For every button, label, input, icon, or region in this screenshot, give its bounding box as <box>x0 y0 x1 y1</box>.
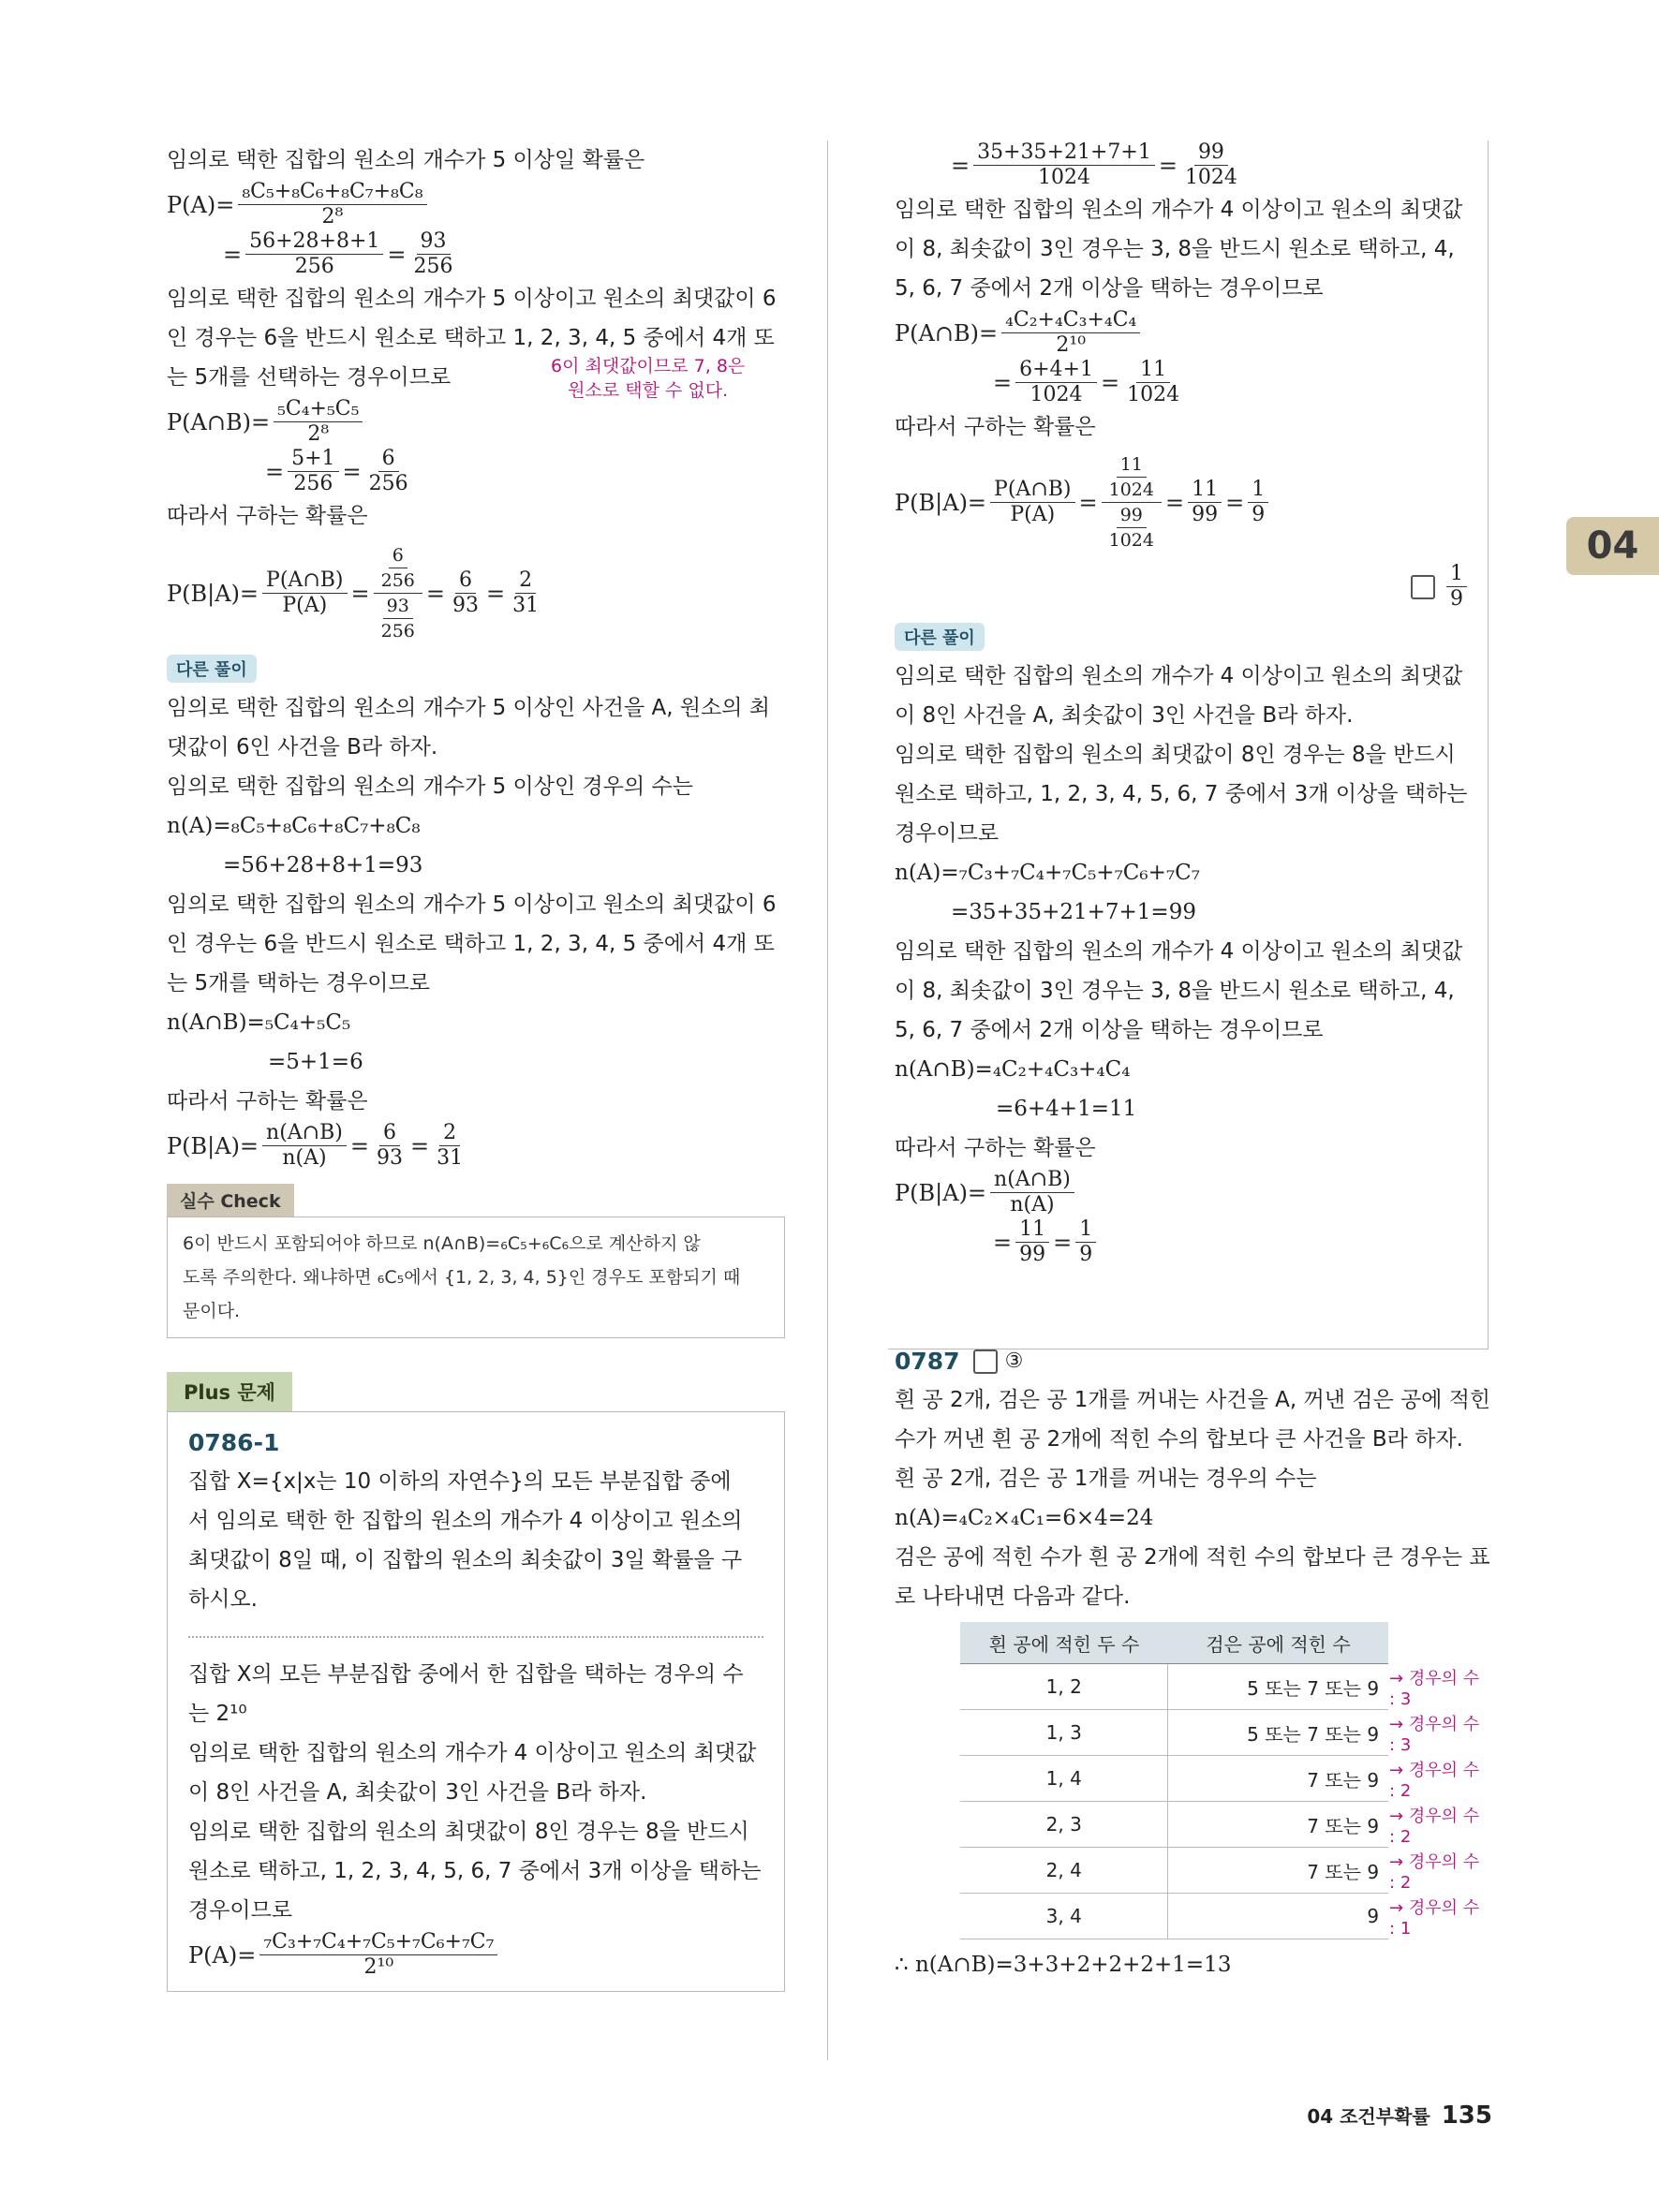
check-box: 6이 반드시 포함되어야 하므로 n(A∩B)=₆C₅+₆C₆으로 계산하지 않 도록 주의한다. 왜냐하면 ₆C₅에서 {1, 2, 3, 4, 5}인 경우도 포함되기 때 문이다. <box>167 1217 785 1338</box>
equation: P(A)= $\frac{\text{₇C₃+₇C₄+₇C₅+₇C₆+₇C₇}}{\text{2¹⁰}}$ <box>188 1930 763 1980</box>
math-line: =5+1=6 <box>268 1050 363 1074</box>
fraction: $\frac{5+1}{256}$ <box>288 447 338 496</box>
math-line: =35+35+21+7+1=99 <box>951 900 1196 924</box>
text-line: 댓값이 6인 사건을 B라 하자. <box>167 735 438 759</box>
dotted-divider <box>188 1636 763 1638</box>
answer-choice: ③ <box>1004 1349 1024 1373</box>
math-line: n(A∩B)=₄C₂+₄C₃+₄C₄ <box>895 1057 1131 1082</box>
equation: P(B|A)= $\frac{n(A\cap B)}{n(A)}$ = $\frac{6}{93}$ = $\frac{2}{31}$ <box>167 1121 464 1170</box>
text-line: 임의로 택한 집합의 원소의 개수가 5 이상인 사건을 A, 원소의 최 <box>167 696 771 720</box>
math-line: n(A∩B)=₅C₄+₅C₅ <box>167 1010 351 1035</box>
problem-header <box>895 1342 1489 1380</box>
page-number: 135 <box>1441 2101 1492 2130</box>
math-line: =6+4+1=11 <box>996 1097 1137 1121</box>
text-line: 는 5개를 택하는 경우이므로 <box>167 971 430 995</box>
side-note: 6이 최댓값이므로 7, 8은 원소로 택할 수 없다. <box>551 356 746 401</box>
math-line: =56+28+8+1=93 <box>223 853 423 877</box>
table-row: 3, 4 9 → 경우의 수 : 1 <box>960 1894 1489 1939</box>
text-line: 임의로 택한 집합의 원소의 개수가 5 이상이고 원소의 최댓값이 6 <box>167 892 777 917</box>
text-line: 임의로 택한 집합의 원소의 개수가 5 이상이고 원소의 최댓값이 6 <box>167 287 777 311</box>
math-line: ∴ n(A∩B)=3+3+2+2+2+1=13 <box>895 1953 1232 1977</box>
problem-number: 0786-1 <box>188 1429 280 1456</box>
table-row: 2, 4 7 또는 9 → 경우의 수 : 2 <box>960 1848 1489 1894</box>
text-line: 인 경우는 6을 반드시 원소로 택하고 1, 2, 3, 4, 5 중에서 4개 또 <box>167 326 775 350</box>
equation: = $\frac{5+1}{256}$ = $\frac{6}{256}$ <box>167 447 785 496</box>
equation: = $\frac{56+28+8+1}{256}$ = $\frac{93}{256}$ <box>167 229 785 279</box>
math-line: n(A)=₇C₃+₇C₄+₇C₅+₇C₆+₇C₇ <box>895 861 1200 885</box>
table-row: 2, 3 7 또는 9 → 경우의 수 : 2 <box>960 1802 1489 1848</box>
plus-problem <box>167 1372 785 1992</box>
alt-solution-badge: 다른 풀이 <box>895 623 985 651</box>
chapter-name: 04 조건부확률 <box>1307 2105 1430 2128</box>
table-row: 1, 4 7 또는 9 → 경우의 수 : 2 <box>960 1756 1489 1802</box>
equation: P(A∩B)= $\frac{\text{₅C₄+₅C₅}}{\text{2⁸}}$ <box>167 397 785 447</box>
math-line: n(A)=₄C₂×₄C₁=6×4=24 <box>895 1506 1154 1530</box>
table-row: 1, 3 5 또는 7 또는 9 → 경우의 수 : 3 <box>960 1710 1489 1756</box>
equation: P(B|A)= $\frac{n(A\cap B)}{n(A)}$ <box>895 1168 1489 1217</box>
text-with-note <box>167 356 785 401</box>
text-line: 임의로 택한 집합의 원소의 개수가 5 이상일 확률은 <box>167 148 645 172</box>
text-line: 임의로 택한 집합의 원소의 개수가 5 이상인 경우의 수는 <box>167 774 693 799</box>
equation: = $\frac{11}{99}$ = $\frac{1}{9}$ <box>895 1217 1489 1267</box>
equation: = $\frac{6+4+1}{1024}$ = $\frac{11}{1024}$ <box>993 358 1180 406</box>
math-line: n(A)=₈C₅+₈C₆+₈C₇+₈C₈ <box>167 814 421 838</box>
equation: P(A)= $\frac{\text{₈C₅+₈C₆+₈C₇+₈C₈}}{\text{2⁸}}$ <box>167 180 785 229</box>
fraction: $\frac{\text{₈C₅+₈C₆+₈C₇+₈C₈}}{\text{2⁸}}$ <box>238 180 426 229</box>
problem-number: 0787 <box>895 1348 960 1375</box>
table-row: 1, 2 5 또는 7 또는 9 → 경우의 수 : 3 <box>960 1664 1489 1710</box>
cases-table <box>960 1622 1489 1939</box>
table-header: 검은 공에 적힌 수 <box>1168 1622 1388 1664</box>
equation: P(B|A)= $\frac{P(A\cap B)}{P(A)}$ = $\frac{\frac{11}{1024}}{\frac{99}{1024}}$ = $\frac{11}{99}$ = $\frac{1}{9}$ <box>895 452 1489 553</box>
text-line: 는 5개를 선택하는 경우이므로 <box>167 365 452 390</box>
table-header: 흰 공에 적힌 두 수 <box>960 1622 1168 1664</box>
right-column: = $\frac{35+35+21+7+1}{1024}$ = $\frac{99}{1024}$ 임의로 택한 집합의 원소의 개수가 4 이상이고 원소의 최댓값 이 8, 최솟값이 3인 경우는 3, 8을 반드시 원소로 택하고, 4, 5, 6, 7 중에서 2개 이상을 택하는 경우이므로 P(A∩B)= $\frac{\text{₄C₂+₄C₃+₄C₄}}{\text{2¹⁰}}$ = $\frac{6+4+1}{1024}$ = $\frac{11}{1024}$ 따라서 구하는 확률은 P(B|A)= $\frac{P(A\cap B)}{P(A)}$ = $\frac{\frac{11}{1024}}{\frac{99}{1024}}$ = $\frac{11}{99}$ = $\frac{1}{9}$ $\frac{1}{9}$ 다른 풀이 임의로 택한 집합의 원소의 개수가 4 이상이고 원소의 최댓값 이 8인 사건을 A, 최솟값이 3인 사건을 B라 하자. 임의로 택한 집합의 원소의 최댓값이 8인 경우는 8을 반드시 원소로 택하고, 1, 2, 3, 4, 5, 6, 7 중에서 3개 이상을 택하는 경우이므로 n(A)=₇C₃+₇C₄+₇C₅+₇C₆+₇C₇ =35+35+21+7+1=99 임의로 택한 집합의 원소의 개수가 4 이상이고 원소의 최댓값 이 8, 최솟값이 3인 경우는 3, 8을 반드시 원소로 택하고, 4, 5, 6, 7 중에서 2개 이상을 택하는 경우이므로 n(A∩B)=₄C₂+₄C₃+₄C₄ =6+4+1=11 따라서 구하는 확률은 P(B|A)= $\frac{n(A\cap B)}{n(A)}$ = $\frac{11}{99}$ = $\frac{1}{9}$ 0787 ③ 흰 공 2개, 검은 공 1개를 꺼내는 사건을 A, 꺼낸 검은 공에 적힌 수가 꺼낸 흰 공 2개에 적힌 수의 합보다 큰 사건을 B라 하자. 흰 공 2개, 검은 공 1개를 꺼내는 경우의 수는 n(A)=₄C₂×₄C₁=6×4=24 검은 공에 적힌 수가 흰 공 2개에 적힌 수의 합보다 큰 경우는 표 로 나타내면 다음과 같다. 흰 공에 적힌 두 수 검은 공에 적힌 수 1, 2 5 또는 7 또는 9 → 경우의 수 : 3 1, 3 5 또는 7 또는 9 → 경우의 수 : 3 1, 4 7 또는 9 → 경우의 수 : 2 2, 3 7 또는 9 → 경우의 수 : 2 2, 4 7 또는 9 → 경우의 수 : 2 3, 4 9 → 경우의 수 : 1 ∴ n(A∩B)=3+3+2+2+2+1=13 <box>895 140 1489 1984</box>
left-column <box>167 140 785 1992</box>
check-label: 실수 Check <box>167 1184 294 1217</box>
chapter-tab: 04 <box>1566 517 1659 575</box>
equation: P(B|A)= $\frac{P(A\cap B)}{P(A)}$ = $\frac{\frac{6}{256}}{\frac{93}{256}}$ = $\frac{6}{93}$ = $\frac{2}{31}$ <box>167 545 540 641</box>
equation: = $\frac{35+35+21+7+1}{1024}$ = $\frac{99}{1024}$ <box>951 140 1237 189</box>
answer-icon <box>973 1349 998 1374</box>
text-line: 인 경우는 6을 반드시 원소로 택하고 1, 2, 3, 4, 5 중에서 4개 또 <box>167 932 775 956</box>
text-line: 따라서 구하는 확률은 <box>167 1089 368 1113</box>
fraction: $\frac{6}{256}$ <box>368 447 408 495</box>
fraction: $\frac{93}{256}$ <box>413 229 453 278</box>
text-line: 따라서 구하는 확률은 <box>167 504 368 528</box>
mistake-check <box>167 1184 785 1338</box>
plus-box: 0786-1 집합 X={x|x는 10 이하의 자연수}의 모든 부분집합 중에 서 임의로 택한 한 집합의 원소의 개수가 4 이상이고 원소의 최댓값이 8일 때, 이 집합의 원소의 최솟값이 3일 확률을 구 하시오. 집합 X의 모든 부분집합 중에서 한 집합을 택하는 경우의 수 는 2¹⁰ 임의로 택한 집합의 원소의 개수가 4 이상이고 원소의 최댓값 이 8인 사건을 A, 최솟값이 3인 사건을 B라 하자. 임의로 택한 집합의 원소의 최댓값이 8인 경우는 8을 반드시 원소로 택하고, 1, 2, 3, 4, 5, 6, 7 중에서 3개 이상을 택하는 경우이므로 P(A)= $\frac{\text{₇C₃+₇C₄+₇C₅+₇C₆+₇C₇}}{\text{2¹⁰}}$ <box>167 1411 785 1992</box>
fraction: $\frac{56+28+8+1}{256}$ <box>245 229 383 279</box>
plus-label: Plus 문제 <box>167 1372 292 1411</box>
answer-icon <box>1411 575 1435 599</box>
column-divider <box>827 140 828 2060</box>
equation: P(A∩B)= $\frac{\text{₄C₂+₄C₃+₄C₄}}{\text{2¹⁰}}$ <box>895 308 1489 358</box>
alt-solution-badge: 다른 풀이 <box>167 655 257 683</box>
fraction: $\frac{\text{₅C₄+₅C₅}}{\text{2⁸}}$ <box>274 397 363 447</box>
page-footer <box>1307 2101 1492 2130</box>
answer: $\frac{1}{9}$ <box>895 562 1489 612</box>
